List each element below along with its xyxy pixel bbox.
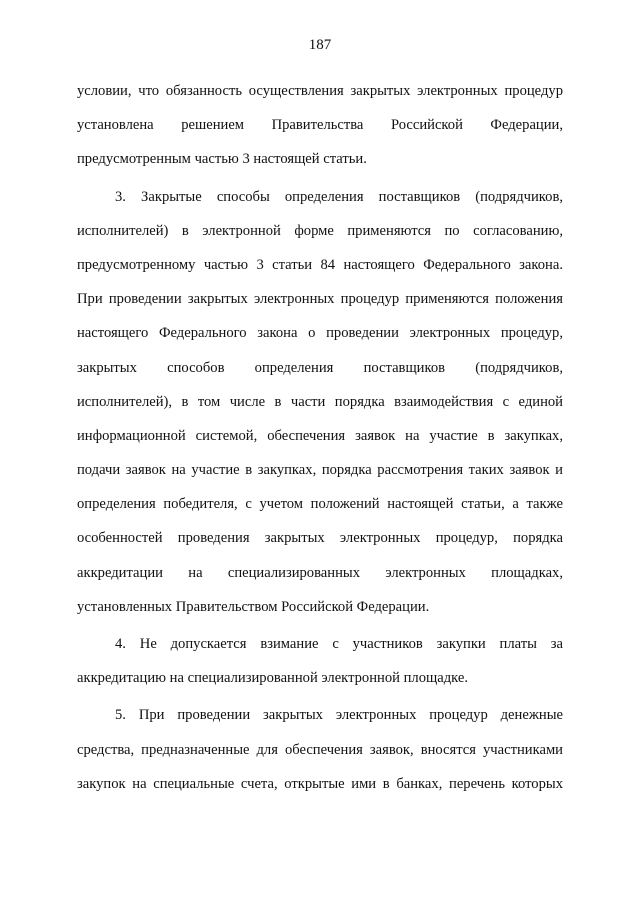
text-line: При проведении закрытых электронных процедур применяются положения [77,291,563,308]
text-line: аккредитацию на специализированной электронной площадке. [77,670,468,687]
text-line: аккредитации на специализированных электронных площадках, [77,564,563,581]
text-line: 3. Закрытые способы определения поставщиков (подрядчиков, [115,188,563,205]
text-line: 5. При проведении закрытых электронных процедур денежные [115,707,563,724]
text-line: особенностей проведения закрытых электронных процедур, порядка [77,530,563,547]
text-line: предусмотренному частью 3 статьи 84 настоящего Федерального закона. [77,256,563,273]
text-line: средства, предназначенные для обеспечения заявок, вносятся участниками [77,741,563,758]
text-line: закупок на специальные счета, открытые ими в банках, перечень которых [77,775,563,792]
text-line: исполнителей) в электронной форме применяются по согласованию, [77,222,563,239]
text-line: предусмотренным частью 3 настоящей статьи. [77,151,367,168]
paragraph-continuation [77,74,563,177]
text-line: настоящего Федерального закона о проведении электронных процедур, [77,325,563,342]
text-line: информационной системой, обеспечения заявок на участие в закупках, [77,427,563,444]
text-line: 4. Не допускается взимание с участников закупки платы за [115,636,563,652]
paragraph-4 [77,627,563,695]
body-text [77,74,563,801]
paragraph-3 [77,180,563,624]
text-line: установленных Правительством Российской Федерации. [77,598,430,615]
paragraph-5 [77,698,563,801]
text-line: подачи заявок на участие в закупках, порядка рассмотрения таких заявок и [77,462,563,479]
text-line: установлена решением Правительства Российской Федерации, [77,117,563,134]
text-line: определения победителя, с учетом положений настоящей статьи, а также [77,496,563,513]
text-line: закрытых способов определения поставщиков (подрядчиков, [77,359,563,376]
text-line: исполнителей), в том числе в части порядка взаимодействия с единой [77,393,563,410]
page-number: 187 [308,37,332,53]
text-line: условии, что обязанность осуществления закрытых электронных процедур [77,83,563,99]
